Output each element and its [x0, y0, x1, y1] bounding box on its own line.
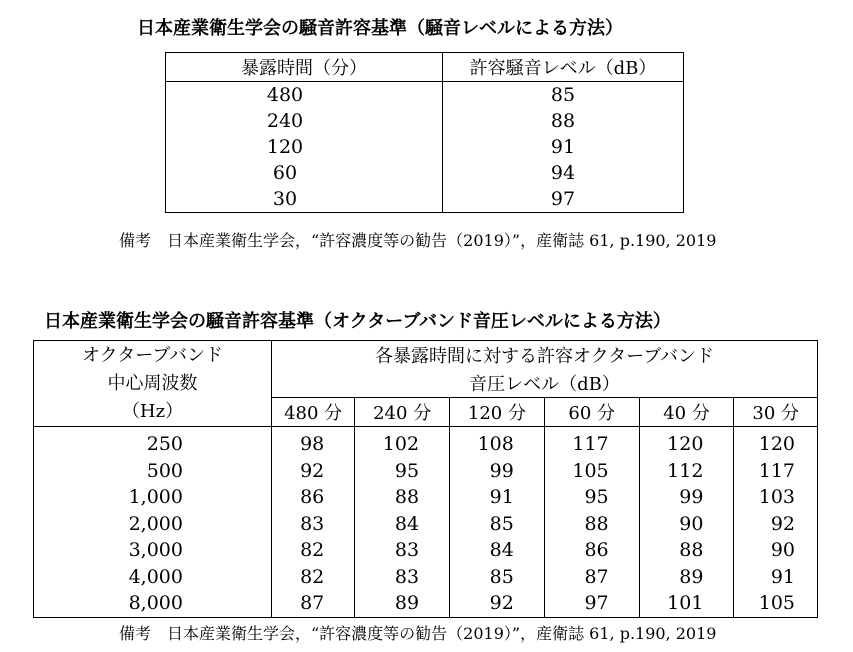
level-cell: 105 [758, 592, 795, 615]
level-cell: 95 [355, 458, 450, 485]
level-cell: 102 [355, 427, 450, 458]
exposure-time-cell: 60 [166, 160, 443, 186]
exposure-time-header: 30 分 [734, 398, 818, 427]
table-row [34, 484, 818, 511]
allowed-level-header: 各暴露時間に対する許容オクターブバンド [375, 346, 714, 367]
noise-level-cell: 97 [550, 188, 576, 210]
frequency-header-line: 中心周波数 [107, 372, 198, 394]
level-cell: 91 [450, 484, 545, 511]
level-cell: 83 [272, 511, 355, 538]
table-row [34, 511, 818, 538]
level-cell: 92 [770, 512, 795, 535]
noise-level-header: 許容騒音レベル（dB） [443, 53, 684, 82]
table-header-row [166, 53, 684, 82]
exposure-time-cell: 30 [166, 186, 443, 213]
level-cell: 88 [639, 537, 734, 564]
level-cell: 103 [758, 486, 795, 509]
table-row [34, 590, 818, 617]
level-cell: 120 [758, 433, 795, 456]
level-cell: 97 [544, 590, 639, 617]
level-cell: 90 [639, 511, 734, 538]
level-cell: 117 [544, 427, 639, 458]
level-cell: 90 [770, 539, 795, 562]
level-cell: 95 [544, 484, 639, 511]
exposure-time-table [165, 52, 684, 213]
level-cell: 87 [272, 590, 355, 617]
level-cell: 108 [450, 427, 545, 458]
table2-title: 日本産業衛生学会の騒音許容基準（オクターブバンド音圧レベルによる方法） [44, 311, 671, 332]
table-row [34, 537, 818, 564]
table2-note: 備考 日本産業衛生学会，“許容濃度等の勧告（2019）”，産衛誌 61, p.190, 2019 [119, 624, 717, 643]
frequency-cell: 3,000 [34, 537, 272, 564]
exposure-time-header: 40 分 [639, 398, 734, 427]
level-cell: 89 [639, 564, 734, 591]
table-row [34, 564, 818, 591]
level-cell: 83 [355, 537, 450, 564]
allowed-level-header-unit: 音圧レベル（dB） [469, 374, 620, 395]
level-cell: 120 [639, 427, 734, 458]
table-row [166, 160, 684, 186]
table-row [34, 458, 818, 485]
level-cell: 85 [450, 511, 545, 538]
level-cell: 98 [272, 427, 355, 458]
level-cell: 82 [272, 564, 355, 591]
table-row [34, 427, 818, 458]
level-cell: 88 [544, 511, 639, 538]
noise-level-cell: 94 [550, 162, 576, 184]
level-cell: 105 [544, 458, 639, 485]
level-cell: 86 [272, 484, 355, 511]
level-cell: 99 [450, 458, 545, 485]
frequency-cell: 8,000 [34, 590, 272, 617]
level-cell: 101 [639, 590, 734, 617]
level-cell: 92 [272, 458, 355, 485]
level-cell: 89 [355, 590, 450, 617]
table-row [166, 186, 684, 213]
level-cell: 82 [272, 537, 355, 564]
table-header-row [34, 341, 818, 370]
frequency-cell: 500 [34, 458, 272, 485]
table-row [166, 82, 684, 109]
level-cell: 112 [639, 458, 734, 485]
frequency-cell: 4,000 [34, 564, 272, 591]
frequency-header-line: （Hz） [121, 400, 184, 422]
exposure-time-cell: 240 [166, 108, 443, 134]
table-row [166, 108, 684, 134]
level-cell: 87 [544, 564, 639, 591]
frequency-cell: 1,000 [34, 484, 272, 511]
frequency-cell: 250 [34, 427, 272, 458]
noise-level-cell: 91 [550, 136, 576, 158]
level-cell: 86 [544, 537, 639, 564]
noise-level-cell: 85 [550, 84, 576, 106]
table1-title: 日本産業衛生学会の騒音許容基準（騒音レベルによる方法） [137, 18, 623, 39]
noise-level-cell: 88 [550, 110, 576, 132]
exposure-time-header: 240 分 [355, 398, 450, 427]
frequency-cell: 2,000 [34, 511, 272, 538]
exposure-time-header: 120 分 [450, 398, 545, 427]
level-cell: 99 [639, 484, 734, 511]
level-cell: 91 [770, 565, 795, 588]
exposure-time-cell: 120 [166, 134, 443, 160]
level-cell: 92 [450, 590, 545, 617]
octave-band-table [33, 340, 818, 618]
level-cell: 117 [758, 459, 795, 482]
exposure-time-header: 60 分 [544, 398, 639, 427]
exposure-time-cell: 480 [166, 82, 443, 109]
level-cell: 88 [355, 484, 450, 511]
exposure-time-header: 暴露時間（分） [166, 53, 443, 82]
level-cell: 85 [450, 564, 545, 591]
level-cell: 84 [355, 511, 450, 538]
level-cell: 83 [355, 564, 450, 591]
frequency-header [34, 341, 272, 427]
exposure-time-header: 480 分 [272, 398, 355, 427]
frequency-header-line: オクターブバンド [82, 344, 223, 366]
level-cell: 84 [450, 537, 545, 564]
table1-note: 備考 日本産業衛生学会，“許容濃度等の勧告（2019）”，産衛誌 61, p.190, 2019 [119, 231, 717, 250]
table-row [166, 134, 684, 160]
